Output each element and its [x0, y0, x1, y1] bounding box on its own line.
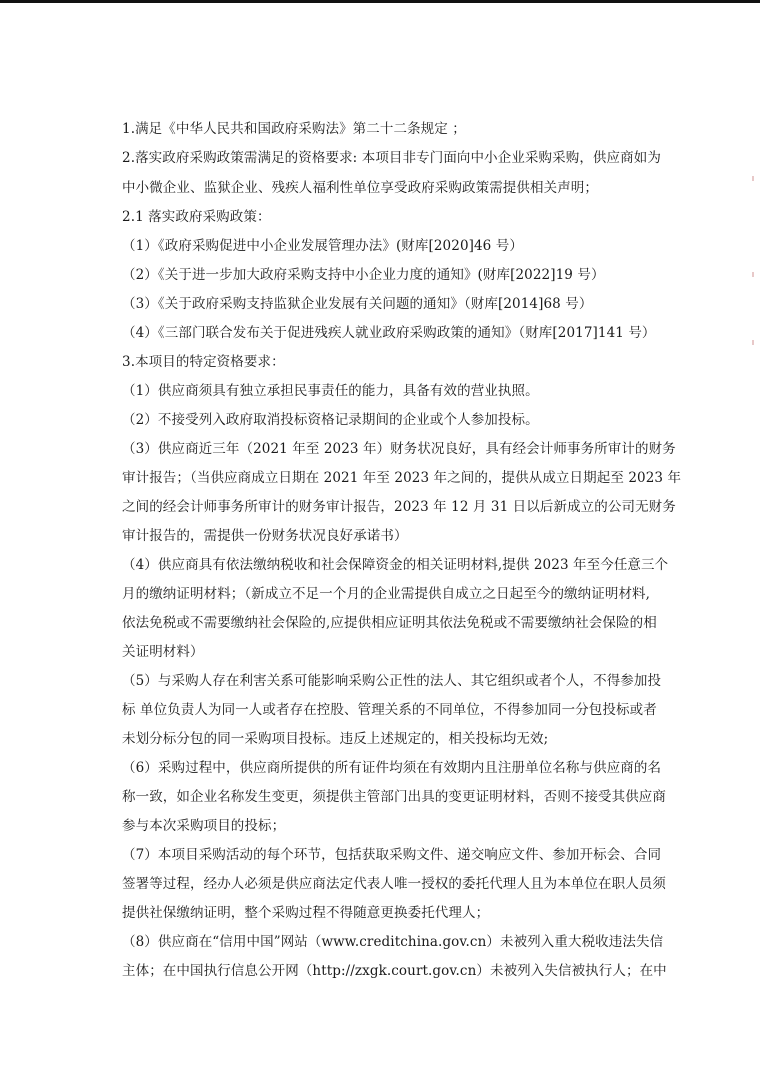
margin-mark	[752, 272, 754, 277]
text-line: 3.本项目的特定资格要求：	[122, 354, 285, 370]
text-line: （1）供应商须具有独立承担民事责任的能力，具备有效的营业执照。	[122, 383, 539, 399]
text-line: 依法免税或不需要缴纳社会保险的,应提供相应证明其依法免税或不需要缴纳社会保险的相	[122, 615, 657, 631]
text-line: 标 单位负责人为同一人或者存在控股、管理关系的不同单位，不得参加同一分包投标或者	[122, 702, 657, 718]
text-line: （7）本项目采购活动的每个环节，包括获取采购文件、递交响应文件、参加开标会、合同	[122, 847, 662, 863]
text-line: 2.1 落实政府采购政策：	[122, 209, 271, 225]
text-line: 审计报告的，需提供一份财务状况良好承诺书）	[122, 528, 408, 544]
text-line: （3）《关于政府采购支持监狱企业发展有关问题的通知》（财库[2014]68 号）	[122, 296, 593, 312]
text-line: （2）《关于进一步加大政府采购支持中小企业力度的通知》(财库[2022]19 号）	[122, 267, 605, 283]
text-line: 称一致，如企业名称发生变更，须提供主管部门出具的变更证明材料，否则不接受其供应商	[122, 789, 666, 805]
text-line: 月的缴纳证明材料；（新成立不足一个月的企业需提供自成立之日起至今的缴纳证明材料,	[122, 586, 651, 602]
margin-mark	[752, 176, 754, 181]
text-line: 审计报告；（当供应商成立日期在 2021 年至 2023 年之间的，提供从成立日期起至 2023 年	[122, 470, 682, 486]
margin-mark	[752, 340, 754, 345]
text-line: 未划分标分包的同一采购项目投标。违反上述规定的，相关投标均无效;	[122, 731, 549, 747]
text-line: （4）供应商具有依法缴纳税收和社会保障资金的相关证明材料,提供 2023 年至今任意三个	[122, 557, 669, 573]
text-line: （2）不接受列入政府取消投标资格记录期间的企业或个人参加投标。	[122, 412, 539, 428]
text-line: （1）《政府采购促进中小企业发展管理办法》(财库[2020]46 号）	[122, 238, 523, 254]
top-border	[0, 0, 760, 3]
text-line: 之间的经会计师事务所审计的财务审计报告，2023 年 12 月 31 日以后新成立的公司无财务	[122, 499, 676, 515]
text-line: （3）供应商近三年（2021 年至 2023 年）财务状况良好，具有经会计师事务所审计的财务	[122, 441, 676, 457]
text-line: （8）供应商在“信用中国”网站（www.creditchina.gov.cn）未被列入重大税收违法失信	[122, 934, 664, 950]
text-line: 提供社保缴纳证明，整个采购过程不得随意更换委托代理人；	[122, 905, 490, 921]
text-line: 中小微企业、监狱企业、残疾人福利性单位享受政府采购政策需提供相关声明；	[122, 180, 598, 196]
text-line: （5）与采购人存在利害关系可能影响采购公正性的法人、其它组织或者个人，不得参加投	[122, 673, 662, 689]
text-line: 主体；在中国执行信息公开网（http://zxgk.court.gov.cn）未被列入失信被执行人；在中	[122, 963, 667, 979]
text-line: 签署等过程，经办人必须是供应商法定代表人唯一授权的委托代理人且为本单位在职人员须	[122, 876, 666, 892]
text-line: 2.落实政府采购政策需满足的资格要求: 本项目非专门面向中小企业采购采购，供应商如为	[122, 150, 661, 166]
text-line: （6）采购过程中，供应商所提供的所有证件均须在有效期内且注册单位名称与供应商的名	[122, 760, 662, 776]
text-line: 关证明材料）	[122, 644, 204, 660]
text-line: 参与本次采购项目的投标；	[122, 818, 286, 834]
text-line: 1.满足《中华人民共和国政府采购法》第二十二条规定 ；	[122, 121, 466, 137]
text-line: （4）《三部门联合发布关于促进残疾人就业政府采购政策的通知》（财库[2017]141 号）	[122, 325, 656, 341]
